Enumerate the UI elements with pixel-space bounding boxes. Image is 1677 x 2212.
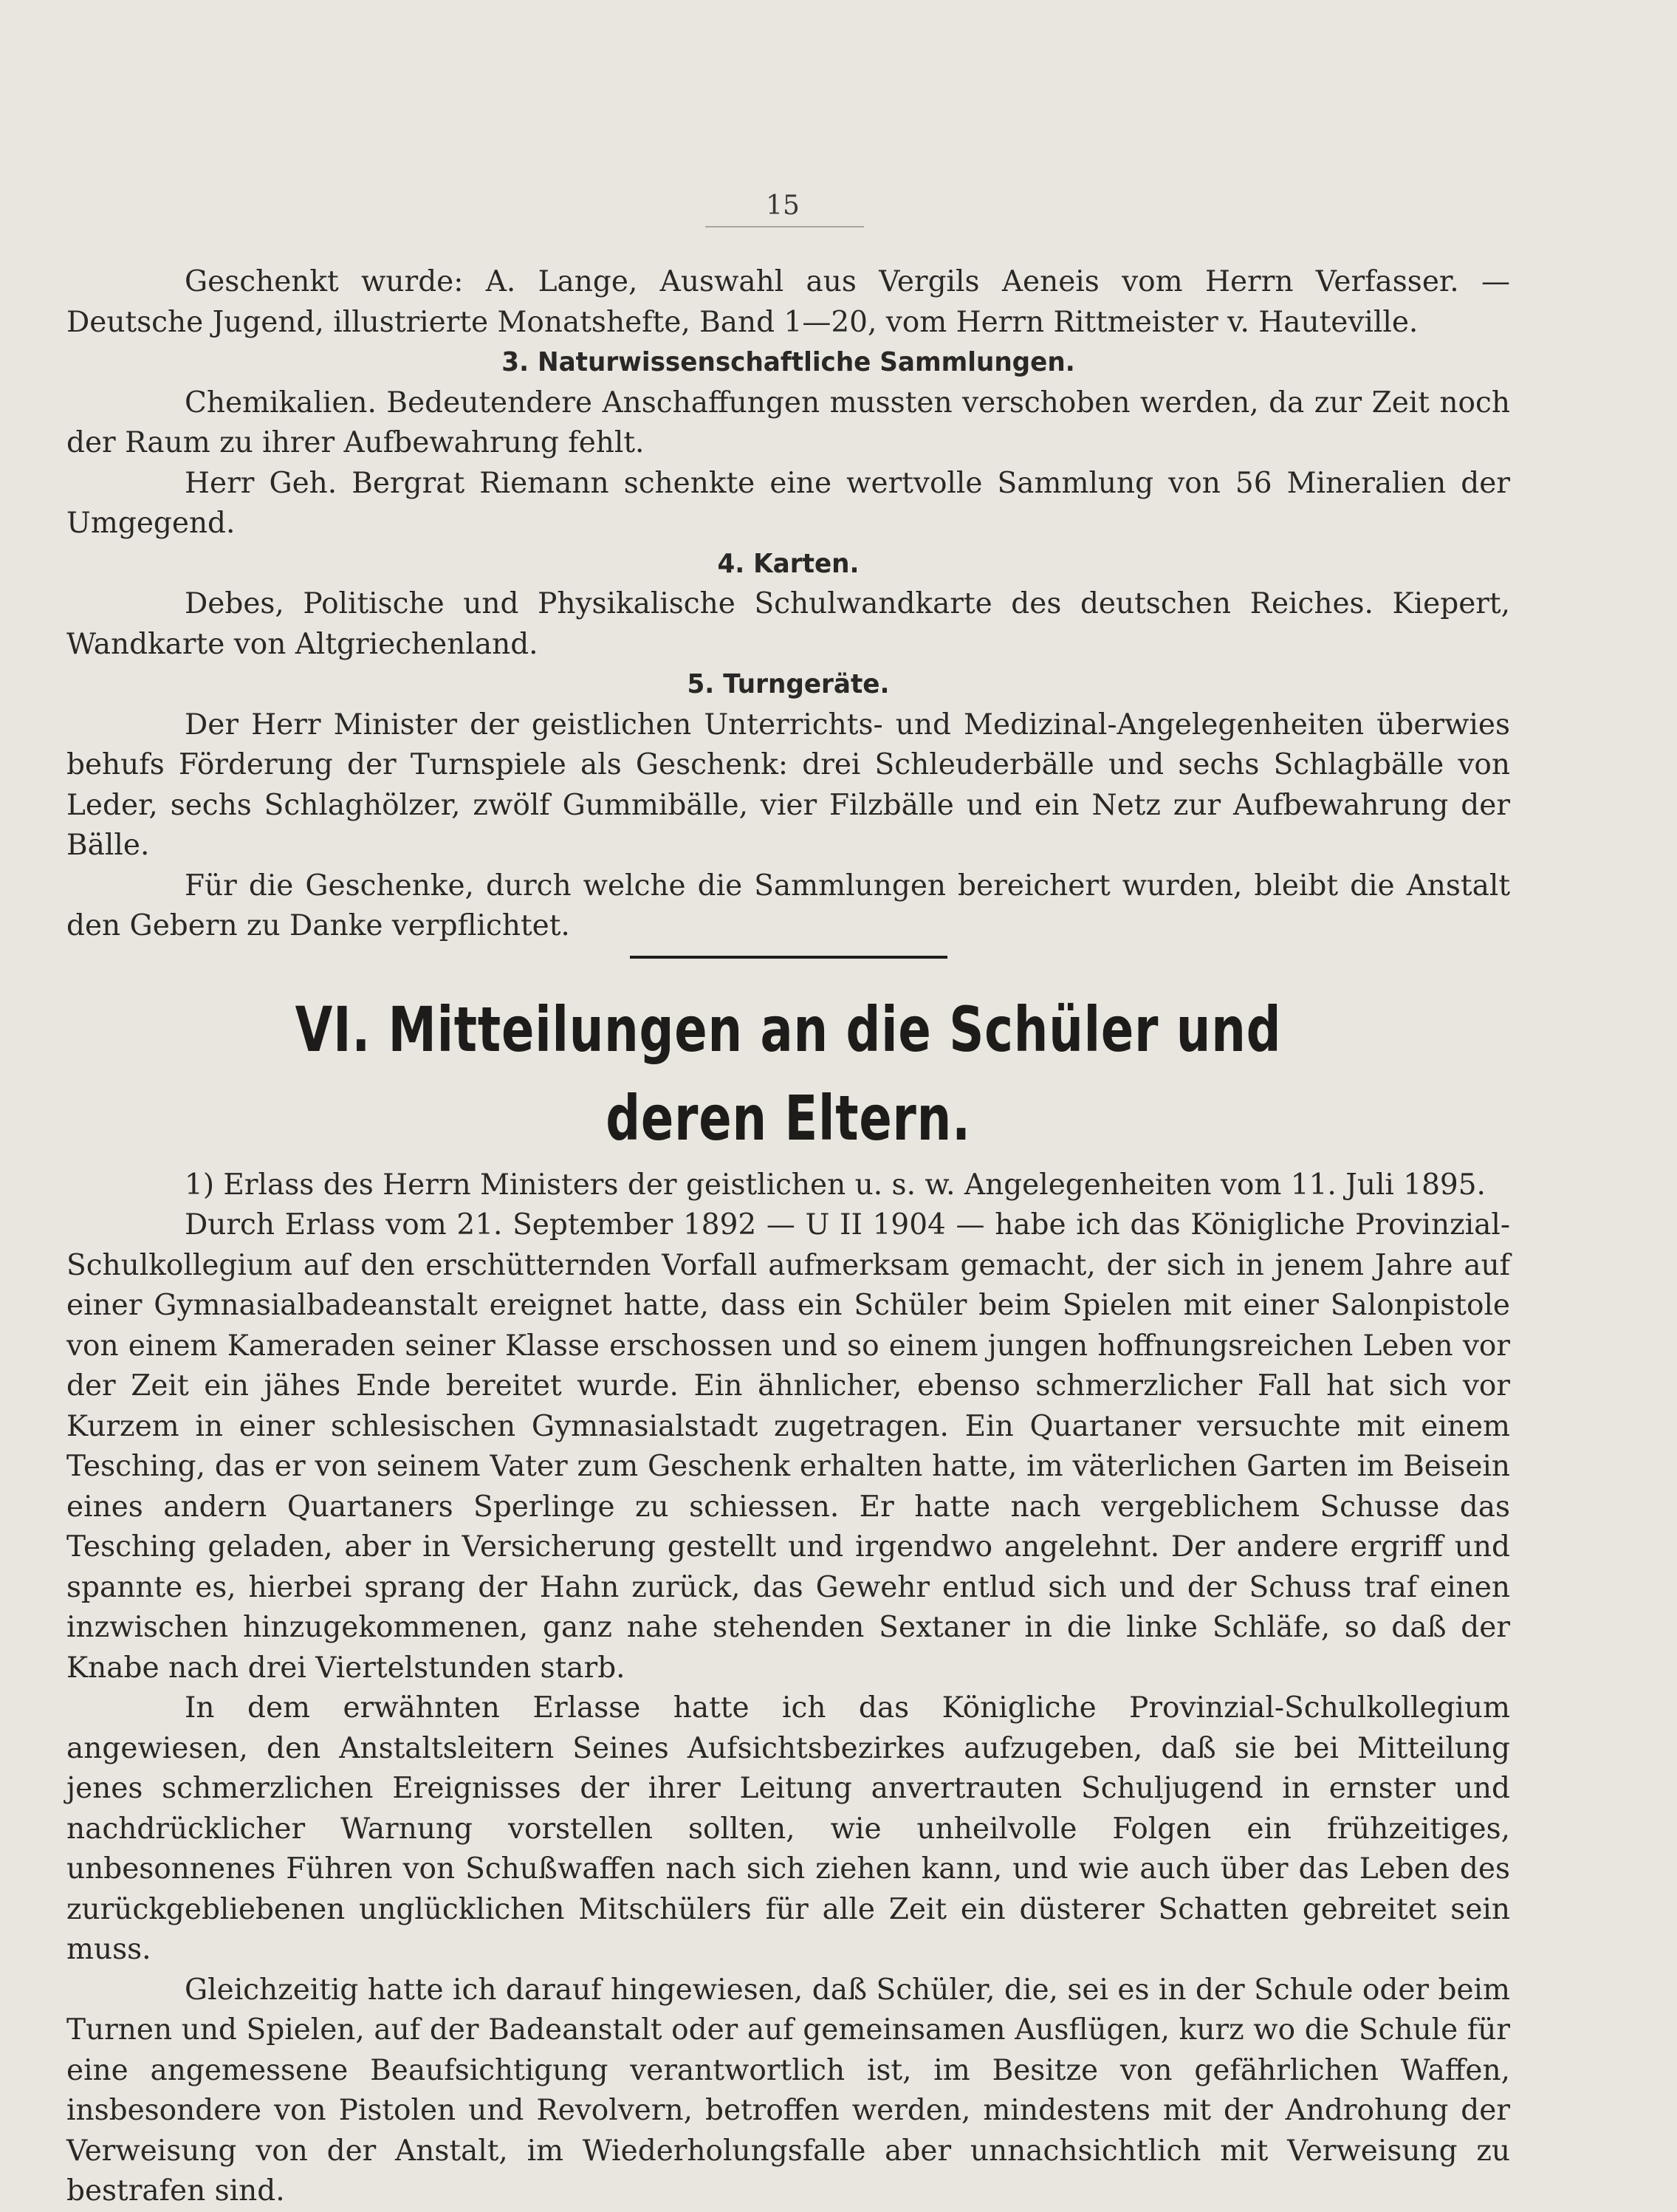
page-content: [66, 262, 1510, 2212]
paragraph-erlass-1: Durch Erlass vom 21. September 1892 — U II 1904 — habe ich das Königliche Provinzial-Schulkollegium auf den erschütternden Vorfall aufmerksam gemacht, der sich in jenem Jahre auf einer Gymnasialbadeanstalt ereignet hatte, dass ein Schüler beim Spielen mit einer Salonpistole von einem Kameraden seiner Klasse erschossen und so einem jungen hoffnungsreichen Leben vor der Zeit ein jähes Ende bereitet wurde. Ein ähnlicher, ebenso schmerzlicher Fall hat sich vor Kurzem in einer schlesischen Gymnasialstadt zugetragen. Ein Quartaner versuchte mit einem Tesching, das er von seinem Vater zum Geschenk erhalten hatte, im väterlichen Garten im Beisein eines andern Quartaners Sperlinge zu schiessen. Er hatte nach vergeblichem Schusse das Tesching geladen, aber in Versicherung gestellt und irgendwo angelehnt. Der andere ergriff und spannte es, hierbei sprang der Hahn zurück, das Gewehr entlud sich und der Schuss traf einen inzwischen hinzugekommenen, ganz nahe stehenden Sextaner in die linke Schläfe, so daß der Knabe nach drei Viertelstunden starb.: [66, 1208, 1510, 1685]
paragraph-mineralien: Herr Geh. Bergrat Riemann schenkte eine wertvolle Sammlung von 56 Mineralien der Umgegend.: [66, 466, 1510, 540]
paragraph-gifts: Geschenkt wurde: A. Lange, Auswahl aus Vergils Aeneis vom Herrn Verfasser. — Deutsche Jugend, illustrierte Monatshefte, Band 1—20, vom Herrn Rittmeister v. Hauteville.: [66, 265, 1510, 339]
page-number: 15: [766, 191, 800, 221]
heading-section-4: 4. Karten.: [717, 548, 860, 579]
paragraph-chemikalien: Chemikalien. Bedeutendere Anschaffungen mussten verschoben werden, da zur Zeit noch der Raum zu ihrer Aufbewahrung fehlt.: [66, 386, 1510, 459]
heading-section-5: 5. Turngeräte.: [687, 669, 890, 699]
heading-section-3: 3. Naturwissenschaftliche Sammlungen.: [501, 347, 1075, 377]
paragraph-erlass-3: Gleichzeitig hatte ich darauf hingewiesen, daß Schüler, die, sei es in der Schule oder beim Turnen und Spielen, auf der Badeanstalt oder auf gemeinsamen Ausflügen, kurz wo die Schule für eine angemessene Beaufsichtigung verantwortlich ist, im Besitze von gefährlichen Waffen, insbesondere von Pistolen und Revolvern, betroffen werden, mindestens mit der Androhung der Verweisung von der Anstalt, im Wiederholungsfalle aber unnachsichtlich mit Verweisung zu bestrafen sind.: [66, 1973, 1510, 2208]
section-divider: [630, 956, 947, 959]
paragraph-turngeraete: Der Herr Minister der geistlichen Unterrichts- und Medizinal-Angelegenheiten überwies behufs Förderung der Turnspiele als Geschenk: drei Schleuderbälle und sechs Schlagbälle von Leder, sechs Schlaghölzer, zwölf Gummibälle, vier Filzbälle und ein Netz zur Aufbewahrung der Bälle.: [66, 708, 1510, 862]
paragraph-dank: Für die Geschenke, durch welche die Sammlungen bereichert wurden, bleibt die Anstalt den Gebern zu Danke verpflichtet.: [66, 869, 1510, 942]
paragraph-erlass-2: In dem erwähnten Erlasse hatte ich das Königliche Provinzial-Schulkollegium angewiesen, den Anstaltsleitern Seines Aufsichtsbezirkes aufzugeben, daß sie bei Mitteilung jenes schmerzlichen Ereignisses der ihrer Leitung anvertrauten Schuljugend in ernster und nachdrücklicher Warnung vorstellen sollten, wie unheilvolle Folgen ein frühzeitiges, unbesonnenes Führen von Schußwaffen nach sich ziehen kann, und wie auch über das Leben des zurückgebliebenen unglücklichen Mitschülers für alle Zeit ein düsterer Schatten gebreitet sein muss.: [66, 1691, 1510, 1966]
chapter-title: VI. Mitteilungen an die Schüler und deren Eltern.: [295, 993, 1282, 1154]
paragraph-karten: Debes, Politische und Physikalische Schulwandkarte des deutschen Reiches. Kiepert, Wandkarte von Altgriechenland.: [66, 587, 1510, 661]
paragraph-erlass-heading: 1) Erlass des Herrn Ministers der geistlichen u. s. w. Angelegenheiten vom 11. Juli 1895.: [185, 1168, 1486, 1202]
page-number-rule: [705, 226, 864, 227]
